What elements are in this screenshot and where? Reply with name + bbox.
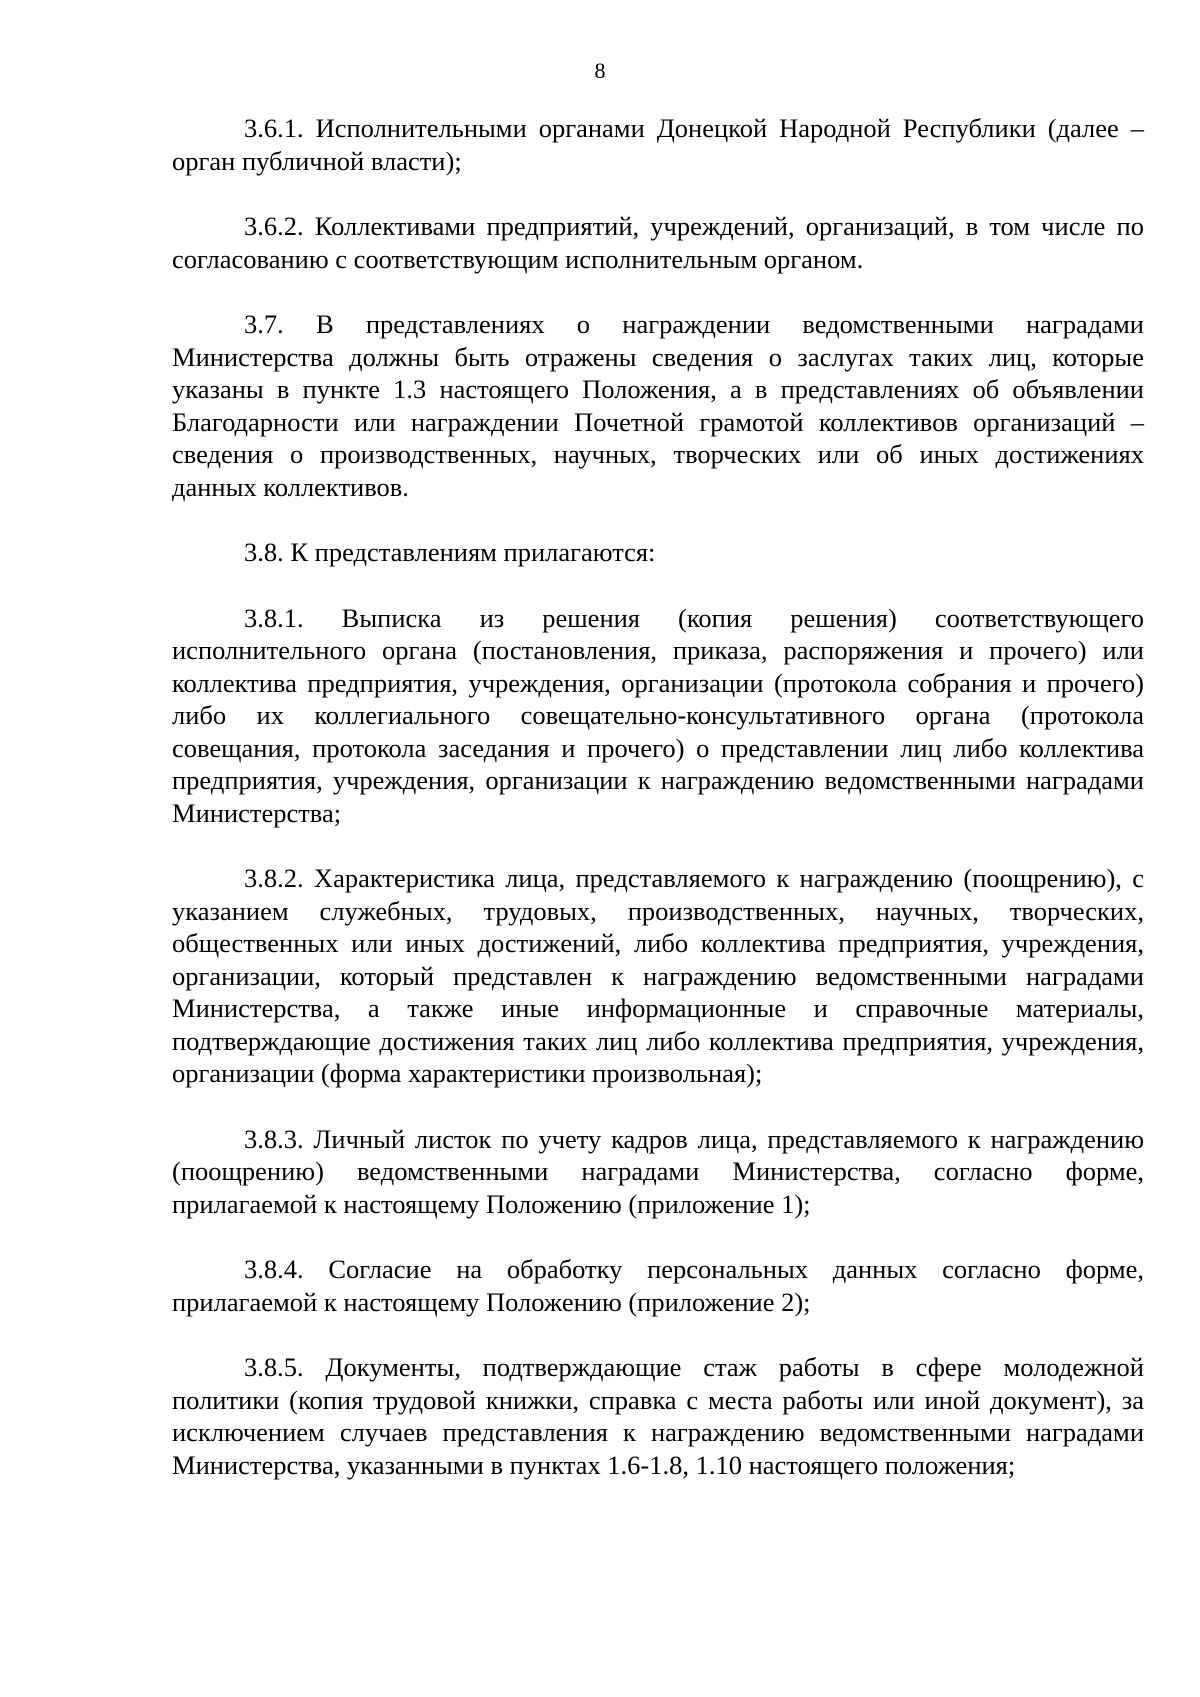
document-body: [172, 112, 1144, 1514]
paragraph-3-8-3: 3.8.3. Личный листок по учету кадров лица, представляемого к награждению (поощрению) ведомственными наградами Министерства, согласно форме, прилагаемой к настоящему Положению (приложение 1);: [172, 1123, 1144, 1219]
paragraph-3-8: 3.8. К представлениям прилагаются:: [244, 537, 656, 567]
paragraph-3-8-1: 3.8.1. Выписка из решения (копия решения) соответствующего исполнительного органа (постановления, приказа, распоряжения и прочего) или коллектива предприятия, учреждения, организации (протокола собрания и прочего) либо их коллегиального совещательно-консультативного органа (протокола совещания, протокола заседания и прочего) о представлении лиц либо коллектива предприятия, учреждения, организации к награждению ведомственными наградами Министерства;: [172, 602, 1144, 828]
paragraph-3-8-4: 3.8.4. Согласие на обработку персональных данных согласно форме, прилагаемой к настоящему Положению (приложение 2);: [172, 1254, 1144, 1317]
paragraph-3-6-2: 3.6.2. Коллективами предприятий, учреждений, организаций, в том числе по согласованию с соответствующим исполнительным органом.: [172, 211, 1144, 274]
paragraph-3-8-2: 3.8.2. Характеристика лица, представляемого к награждению (поощрению), с указанием служебных, трудовых, производственных, научных, творческих, общественных или иных достижений, либо коллектива предприятия, учреждения, организации, который представлен к награждению ведомственными наградами Министерства, а также иные информационные и справочные материалы, подтверждающие достижения таких лиц либо коллектива предприятия, учреждения, организации (форма характеристики произвольная);: [172, 863, 1144, 1088]
paragraph-3-7: 3.7. В представлениях о награждении ведомственными наградами Министерства должны быть отражены сведения о заслугах таких лиц, которые указаны в пункте 1.3 настоящего Положения, а в представлениях об объявлении Благодарности или награждении Почетной грамотой коллективов организаций – сведения о производственных, научных, творческих или об иных достижениях данных коллективов.: [172, 309, 1144, 502]
paragraph-3-8-5: 3.8.5. Документы, подтверждающие стаж работы в сфере молодежной политики (копия трудовой книжки, справка с места работы или иной документ), за исключением случаев представления к награждению ведомственными наградами Министерства, указанными в пунктах 1.6-1.8, 1.10 настоящего положения;: [172, 1352, 1144, 1480]
paragraph-3-6-1: 3.6.1. Исполнительными органами Донецкой Народной Республики (далее – орган публичной власти);: [172, 113, 1144, 176]
page-number: 8: [594, 58, 606, 83]
